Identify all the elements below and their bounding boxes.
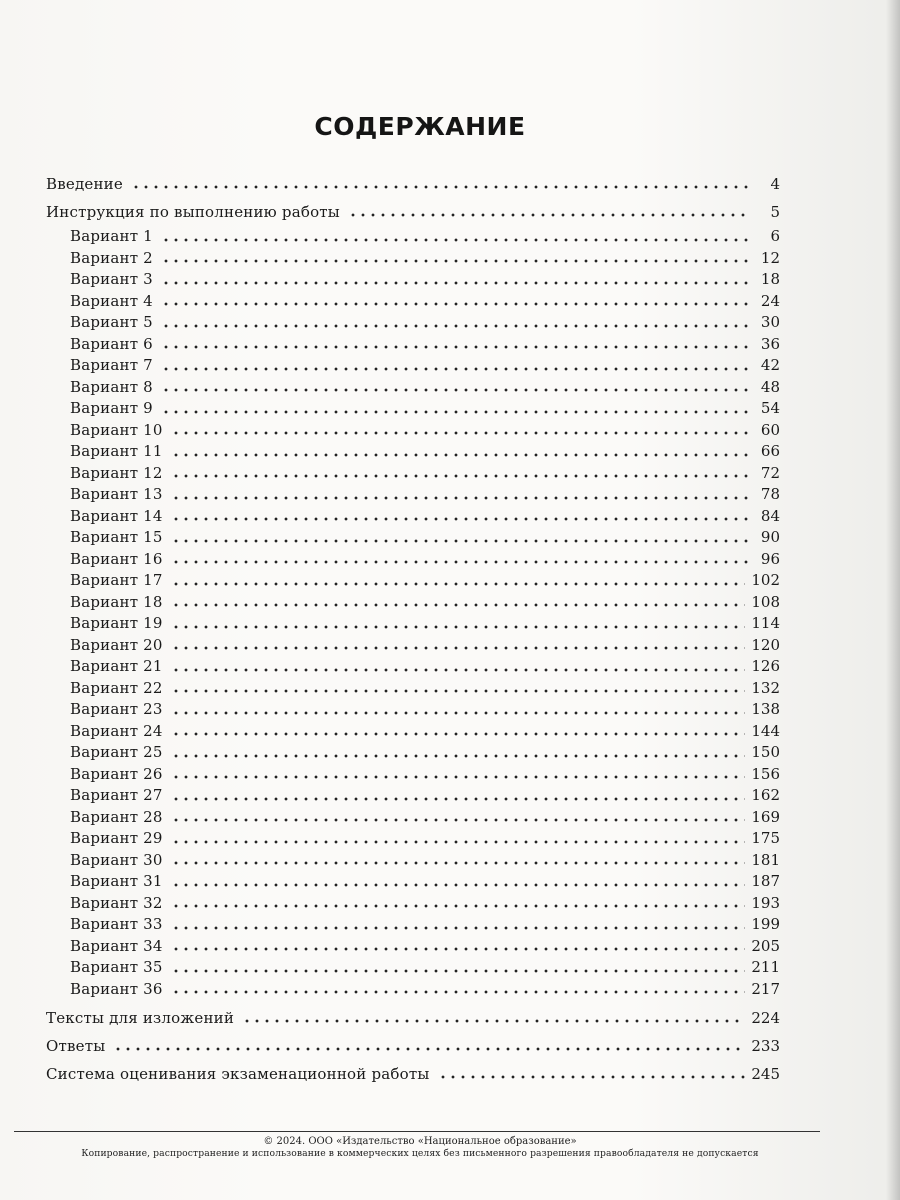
toc-entry-label: Вариант 11 <box>70 442 163 460</box>
toc-entry-label: Вариант 17 <box>70 571 163 589</box>
toc-entry-page-number: 42 <box>760 356 780 374</box>
toc-entry <box>46 549 780 571</box>
toc-entry-page-number: 217 <box>751 979 780 998</box>
toc-entry-label: Вариант 24 <box>70 721 163 740</box>
dot-leader <box>159 365 748 373</box>
toc-entry <box>46 226 780 248</box>
toc-entry-page-number: 199 <box>751 915 780 933</box>
toc-entry-page-number: 90 <box>760 528 780 546</box>
dot-leader <box>129 183 748 191</box>
toc-entry-label: Вариант 1 <box>70 227 153 245</box>
toc-entry <box>46 269 780 291</box>
dot-leader <box>169 730 746 738</box>
toc-entry-page-number: 175 <box>751 829 780 847</box>
toc-entry-page-number: 72 <box>760 463 780 482</box>
toc-entry-page-number: 181 <box>751 850 780 869</box>
dot-leader <box>169 795 746 803</box>
page-title: СОДЕРЖАНИЕ <box>314 112 526 141</box>
toc-entry-page-number: 150 <box>751 743 780 761</box>
toc-entry <box>46 248 780 270</box>
toc-entry-page-number: 132 <box>751 678 780 697</box>
dot-leader <box>436 1073 746 1081</box>
toc-entry <box>46 613 780 635</box>
dot-leader <box>169 666 746 674</box>
dot-leader <box>169 881 746 889</box>
dot-leader <box>169 709 746 717</box>
toc-entry-page-number: 30 <box>760 313 780 331</box>
toc-entry-label: Вариант 20 <box>70 635 163 654</box>
toc-entry-label: Вариант 10 <box>70 420 163 439</box>
toc-entry-page-number: 108 <box>751 592 780 611</box>
toc-entry <box>46 198 780 226</box>
toc-entry-label: Вариант 5 <box>70 313 153 331</box>
toc-entry-label: Вариант 35 <box>70 958 163 976</box>
toc-entry <box>46 1060 780 1088</box>
dot-leader <box>169 644 746 652</box>
toc-entry-label: Вариант 12 <box>70 463 163 482</box>
toc-entry-page-number: 233 <box>751 1037 780 1055</box>
toc-entry-label: Вариант 6 <box>70 334 153 353</box>
toc-entry <box>46 936 780 958</box>
dot-leader <box>346 211 748 219</box>
toc-entry-label: Вариант 23 <box>70 700 163 718</box>
dot-leader <box>159 386 748 394</box>
footer-divider <box>14 1131 820 1132</box>
toc-entry-label: Вариант 28 <box>70 807 163 826</box>
toc-entry <box>46 914 780 936</box>
dot-leader <box>169 580 746 588</box>
toc-entry-label: Вариант 15 <box>70 528 163 546</box>
dot-leader <box>169 537 748 545</box>
toc-entry <box>46 291 780 313</box>
toc-entry-label: Вариант 27 <box>70 786 163 804</box>
toc-entry <box>46 721 780 743</box>
toc-entry-label: Вариант 32 <box>70 893 163 912</box>
toc-entry-label: Вариант 21 <box>70 657 163 675</box>
toc-entry-page-number: 211 <box>751 958 780 976</box>
toc-entry-label: Вариант 9 <box>70 399 153 417</box>
toc-entry-page-number: 162 <box>751 786 780 804</box>
toc-entry-label: Система оценивания экзаменационной работы <box>46 1065 430 1083</box>
toc-entry <box>46 1032 780 1060</box>
toc-entry <box>46 678 780 700</box>
toc-entry-page-number: 6 <box>770 227 780 245</box>
toc-entry-label: Вариант 19 <box>70 614 163 632</box>
dot-leader <box>169 967 746 975</box>
toc-entry-page-number: 60 <box>760 420 780 439</box>
dot-leader <box>169 924 746 932</box>
toc-entry-label: Вариант 4 <box>70 291 153 310</box>
toc-entry-page-number: 78 <box>760 485 780 503</box>
dot-leader <box>169 687 746 695</box>
toc-entry-label: Вариант 8 <box>70 377 153 396</box>
toc-entry-page-number: 156 <box>751 764 780 783</box>
toc-entry <box>46 871 780 893</box>
toc-entry-label: Ответы <box>46 1037 106 1055</box>
toc-entry-page-number: 5 <box>770 203 780 221</box>
toc-entry-page-number: 144 <box>751 721 780 740</box>
toc-entry <box>46 355 780 377</box>
dot-leader <box>159 322 748 330</box>
toc-entry <box>46 377 780 399</box>
toc-entry <box>46 1004 780 1032</box>
toc-entry-label: Вариант 14 <box>70 506 163 525</box>
toc-entry-label: Вариант 33 <box>70 915 163 933</box>
dot-leader <box>169 859 746 867</box>
dot-leader <box>169 945 746 953</box>
toc-entry <box>46 764 780 786</box>
toc-entry-page-number: 96 <box>760 549 780 568</box>
toc-entry-page-number: 24 <box>760 291 780 310</box>
toc-entry-page-number: 120 <box>751 635 780 654</box>
toc-entry-label: Тексты для изложений <box>46 1009 235 1027</box>
toc-entry <box>46 893 780 915</box>
dot-leader <box>159 279 748 287</box>
dot-leader <box>159 343 748 351</box>
toc-entry-label: Вариант 34 <box>70 936 163 955</box>
dot-leader <box>169 451 748 459</box>
toc-entry-label: Вариант 2 <box>70 248 153 267</box>
toc-entry-label: Вариант 16 <box>70 549 163 568</box>
toc-entry-page-number: 193 <box>751 893 780 912</box>
footer-copyright: © 2024. ООО «Издательство «Национальное образование» <box>263 1136 577 1147</box>
toc-entry-label: Вариант 29 <box>70 829 163 847</box>
dot-leader <box>159 408 748 416</box>
toc-entry <box>46 398 780 420</box>
dot-leader <box>169 902 746 910</box>
dot-leader <box>169 558 748 566</box>
toc-entry-label: Вариант 22 <box>70 678 163 697</box>
toc-entry <box>46 742 780 764</box>
dot-leader <box>169 988 746 996</box>
toc-entry <box>46 656 780 678</box>
toc-entry <box>46 334 780 356</box>
toc-entry <box>46 699 780 721</box>
dot-leader <box>169 601 746 609</box>
dot-leader <box>159 257 748 265</box>
dot-leader <box>169 816 746 824</box>
toc-entry <box>46 170 780 198</box>
toc-entry <box>46 979 780 1001</box>
toc-entry-page-number: 126 <box>751 657 780 675</box>
page-edge-shadow <box>886 0 900 1200</box>
toc-entry-label: Вариант 7 <box>70 356 153 374</box>
toc-entry-label: Вариант 18 <box>70 592 163 611</box>
toc-entry <box>46 420 780 442</box>
toc-entry <box>46 506 780 528</box>
dot-leader <box>169 838 746 846</box>
toc-entry-label: Вариант 31 <box>70 872 163 890</box>
toc-entry-page-number: 4 <box>770 175 780 193</box>
footer-notice: Копирование, распространение и использование в коммерческих целях без письменного разрешения правообладателя не допускается <box>81 1148 759 1159</box>
dot-leader <box>169 494 748 502</box>
toc-entry-page-number: 102 <box>751 571 780 589</box>
dot-leader <box>159 300 748 308</box>
toc-entry-page-number: 138 <box>751 700 780 718</box>
toc-entry-page-number: 245 <box>751 1065 780 1083</box>
toc-entry <box>46 570 780 592</box>
toc-entry-label: Вариант 25 <box>70 743 163 761</box>
dot-leader <box>169 472 748 480</box>
toc-entry <box>46 484 780 506</box>
toc-entry <box>46 957 780 979</box>
dot-leader <box>159 236 748 244</box>
dot-leader <box>169 623 746 631</box>
toc-entry <box>46 785 780 807</box>
toc-entry-label: Вариант 3 <box>70 270 153 288</box>
dot-leader <box>169 752 746 760</box>
toc-entry-page-number: 36 <box>760 334 780 353</box>
dot-leader <box>169 773 746 781</box>
toc-entry-page-number: 18 <box>760 270 780 288</box>
toc-entry-label: Вариант 36 <box>70 979 163 998</box>
toc-entry <box>46 635 780 657</box>
toc-entry-label: Вариант 30 <box>70 850 163 869</box>
toc-entry-page-number: 54 <box>760 399 780 417</box>
toc-entry-page-number: 66 <box>760 442 780 460</box>
toc-entry <box>46 527 780 549</box>
toc-entry-page-number: 84 <box>760 506 780 525</box>
toc-entry <box>46 807 780 829</box>
toc-entry <box>46 463 780 485</box>
toc-entry <box>46 828 780 850</box>
toc-entry-page-number: 169 <box>751 807 780 826</box>
toc-entry <box>46 592 780 614</box>
toc-entry-label: Инструкция по выполнению работы <box>46 203 340 221</box>
toc-entry <box>46 850 780 872</box>
dot-leader <box>111 1045 745 1053</box>
toc-entry-page-number: 114 <box>751 614 780 632</box>
toc-entry <box>46 441 780 463</box>
toc-entry-page-number: 224 <box>751 1009 780 1027</box>
toc-entry-page-number: 187 <box>751 872 780 890</box>
toc-entry <box>46 312 780 334</box>
toc-entry-label: Введение <box>46 175 123 193</box>
dot-leader <box>169 515 748 523</box>
table-of-contents <box>46 170 780 1088</box>
dot-leader <box>240 1017 745 1025</box>
dot-leader <box>169 429 748 437</box>
toc-entry-page-number: 12 <box>760 248 780 267</box>
toc-entry-label: Вариант 26 <box>70 764 163 783</box>
toc-entry-page-number: 205 <box>751 936 780 955</box>
toc-entry-label: Вариант 13 <box>70 485 163 503</box>
toc-entry-page-number: 48 <box>760 377 780 396</box>
